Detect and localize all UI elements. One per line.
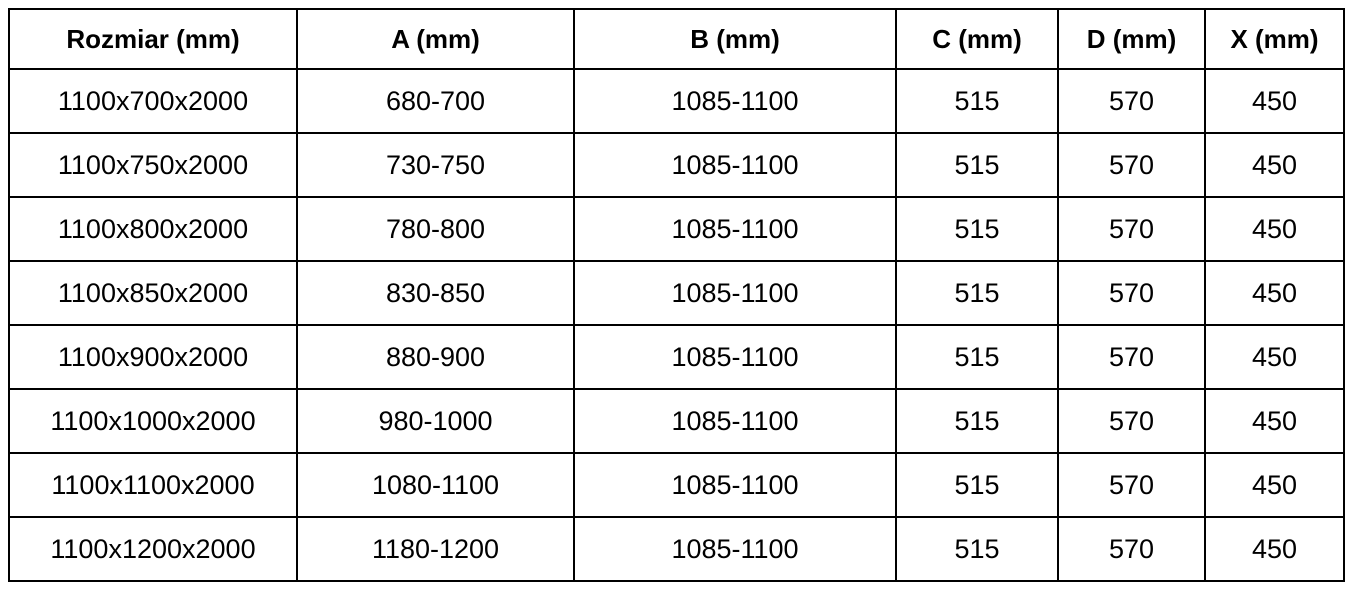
table-cell: 570 [1058, 325, 1205, 389]
table-cell: 1100x800x2000 [9, 197, 297, 261]
size-table [8, 8, 1345, 582]
table-cell: 880-900 [297, 325, 574, 389]
table-cell: 570 [1058, 261, 1205, 325]
table-cell: 1100x750x2000 [9, 133, 297, 197]
table-cell: 450 [1205, 69, 1344, 133]
table-row [9, 69, 1344, 133]
table-cell: 1100x1200x2000 [9, 517, 297, 581]
table-cell: 1100x1100x2000 [9, 453, 297, 517]
column-header: X (mm) [1205, 9, 1344, 69]
table-cell: 515 [896, 453, 1058, 517]
table-cell: 1080-1100 [297, 453, 574, 517]
table-cell: 570 [1058, 453, 1205, 517]
table-cell: 450 [1205, 453, 1344, 517]
table-cell: 1085-1100 [574, 69, 896, 133]
header-row [9, 9, 1344, 69]
column-header: A (mm) [297, 9, 574, 69]
table-cell: 570 [1058, 197, 1205, 261]
table-row [9, 261, 1344, 325]
table-cell: 570 [1058, 133, 1205, 197]
table-cell: 680-700 [297, 69, 574, 133]
table-cell: 515 [896, 517, 1058, 581]
column-header: Rozmiar (mm) [9, 9, 297, 69]
table-cell: 515 [896, 197, 1058, 261]
table-row [9, 325, 1344, 389]
table-cell: 1085-1100 [574, 453, 896, 517]
table-row [9, 389, 1344, 453]
table-cell: 450 [1205, 325, 1344, 389]
column-header: D (mm) [1058, 9, 1205, 69]
table-cell: 780-800 [297, 197, 574, 261]
table-cell: 515 [896, 389, 1058, 453]
table-row [9, 453, 1344, 517]
table-cell: 980-1000 [297, 389, 574, 453]
table-cell: 1085-1100 [574, 261, 896, 325]
table-cell: 450 [1205, 133, 1344, 197]
table-cell: 1100x700x2000 [9, 69, 297, 133]
table-cell: 1100x900x2000 [9, 325, 297, 389]
table-cell: 515 [896, 69, 1058, 133]
column-header: C (mm) [896, 9, 1058, 69]
table-cell: 1085-1100 [574, 325, 896, 389]
table-cell: 1085-1100 [574, 133, 896, 197]
table-cell: 515 [896, 133, 1058, 197]
table-cell: 1085-1100 [574, 389, 896, 453]
table-cell: 1085-1100 [574, 197, 896, 261]
table-cell: 730-750 [297, 133, 574, 197]
table-cell: 450 [1205, 389, 1344, 453]
table-cell: 570 [1058, 389, 1205, 453]
table-cell: 570 [1058, 69, 1205, 133]
table-row [9, 133, 1344, 197]
table-body [9, 69, 1344, 581]
column-header: B (mm) [574, 9, 896, 69]
table-row [9, 197, 1344, 261]
table-cell: 1100x850x2000 [9, 261, 297, 325]
table-cell: 570 [1058, 517, 1205, 581]
table-cell: 830-850 [297, 261, 574, 325]
table-cell: 450 [1205, 517, 1344, 581]
table-cell: 450 [1205, 197, 1344, 261]
table-cell: 515 [896, 261, 1058, 325]
table-row [9, 517, 1344, 581]
table-cell: 1100x1000x2000 [9, 389, 297, 453]
table-cell: 1085-1100 [574, 517, 896, 581]
table-cell: 450 [1205, 261, 1344, 325]
table-cell: 515 [896, 325, 1058, 389]
table-cell: 1180-1200 [297, 517, 574, 581]
